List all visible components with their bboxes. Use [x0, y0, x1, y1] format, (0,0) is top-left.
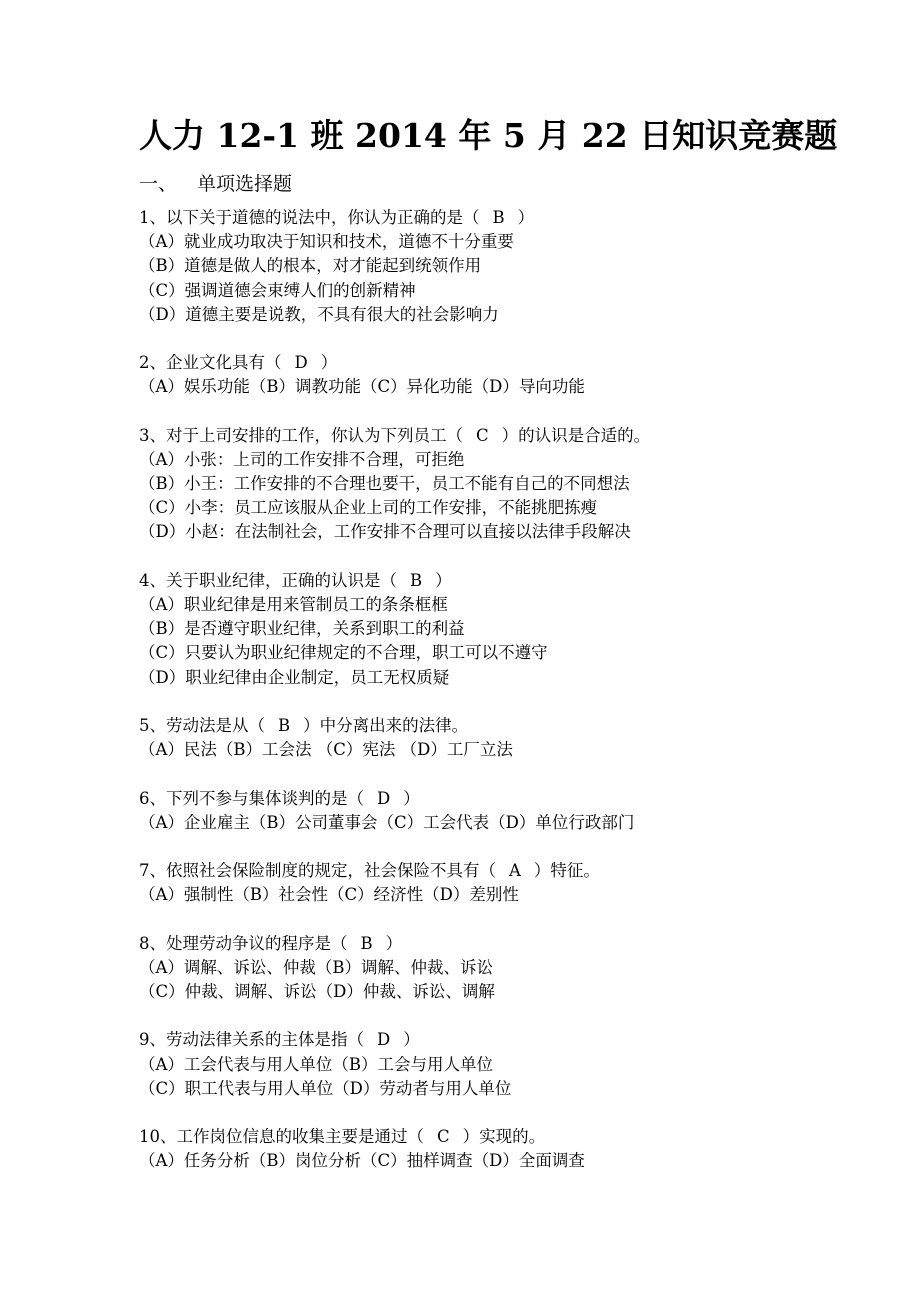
answer-option-line: （A）小张：上司的工作安排不合理，可拒绝: [139, 449, 465, 469]
question-item: [139, 1125, 839, 1173]
question-answer: B: [492, 208, 505, 227]
section-label: 单项选择题: [197, 173, 293, 195]
question-text: 3、对于上司安排的工作，你认为下列员工（: [139, 425, 463, 445]
answer-option-line: （B）是否遵守职业纪律，关系到职工的利益: [139, 619, 465, 639]
question-text: 4、关于职业纪律，正确的认识是（: [139, 570, 397, 590]
section-number: 一、: [139, 173, 178, 195]
question-stem: [139, 787, 839, 811]
question-text-after: ）: [403, 1030, 420, 1050]
question-text: 5、劳动法是从（: [139, 715, 265, 735]
answer-option-line: （A）工会代表与用人单位（B）工会与用人单位: [139, 1054, 494, 1074]
answer-option-line: （D）职业纪律由企业制定，员工无权质疑: [139, 667, 450, 687]
answer-option-line: （D）小赵：在法制社会，工作安排不合理可以直接以法律手段解决: [139, 522, 631, 542]
question-text-after: ）: [320, 353, 338, 373]
question-stem: [139, 351, 839, 375]
question-answer: B: [278, 715, 291, 735]
question-answer: D: [377, 788, 391, 808]
question-answer: B: [410, 570, 423, 590]
question-text-after: ）: [385, 933, 403, 953]
question-stem: [139, 1125, 839, 1149]
answer-option-line: （A）调解、诉讼、仲裁（B）调解、仲裁、诉讼: [139, 957, 494, 977]
question-text-after: ）: [517, 208, 535, 227]
question-text-after: ）实现的。: [462, 1127, 546, 1147]
answer-option-line: （C）强调道德会束缚人们的创新精神: [139, 280, 416, 300]
question-answer: D: [294, 353, 308, 373]
answer-option-line: （B）小王：工作安排的不合理也要干，员工不能有自己的不同想法: [139, 474, 630, 494]
question-answer: A: [509, 861, 521, 881]
question-item: [139, 351, 839, 399]
question-stem: [139, 859, 839, 883]
question-text: 2、企业文化具有（: [139, 353, 282, 373]
question-text-after: ）的认识是合适的。: [501, 425, 651, 445]
answer-option-line: （A）就业成功取决于知识和技术，道德不十分重要: [139, 232, 514, 252]
answer-option-line: （A）职业纪律是用来管制员工的条条框框: [139, 595, 448, 614]
question-list: [139, 206, 839, 1198]
answer-option-line: （A）强制性（B）社会性（C）经济性（D）差别性: [139, 885, 519, 905]
question-item: [139, 714, 839, 762]
question-answer: D: [377, 1030, 391, 1050]
answer-option-line: （A）民法（B）工会法 （C）宪法 （D）工厂立法: [139, 740, 513, 760]
answer-option-line: （B）道德是做人的根本，对才能起到统领作用: [139, 256, 482, 276]
question-text: 10、工作岗位信息的收集主要是通过（: [139, 1127, 424, 1147]
question-text-after: ）中分离出来的法律。: [303, 715, 469, 735]
question-item: [139, 787, 839, 835]
question-stem: [139, 424, 839, 448]
question-item: [139, 1028, 839, 1101]
answer-option-line: （C）只要认为职业纪律规定的不合理，职工可以不遵守: [139, 643, 548, 663]
question-answer: B: [360, 933, 373, 953]
answer-option-line: （D）道德主要是说教，不具有很大的社会影响力: [139, 304, 499, 324]
question-text: 1、以下关于道德的说法中，你认为正确的是（: [139, 208, 480, 227]
question-item: [139, 206, 839, 327]
answer-option-line: （C）仲裁、调解、诉讼（D）仲裁、诉讼、调解: [139, 982, 495, 1001]
question-stem: [139, 206, 839, 230]
answer-option-line: （A）娱乐功能（B）调教功能（C）异化功能（D）导向功能: [139, 377, 585, 397]
question-item: [139, 859, 839, 907]
question-stem: [139, 714, 839, 738]
section-heading: [139, 170, 292, 198]
question-text: 9、劳动法律关系的主体是指（: [139, 1030, 364, 1050]
answer-option-line: （C）小李：员工应该服从企业上司的工作安排，不能挑肥拣瘦: [139, 498, 598, 518]
question-text-after: ）: [435, 570, 452, 590]
question-text: 6、下列不参与集体谈判的是（: [139, 788, 364, 808]
question-text-after: ）特征。: [533, 861, 600, 881]
question-text-after: ）: [403, 788, 420, 808]
question-stem: [139, 1028, 839, 1052]
question-item: [139, 932, 839, 1005]
question-item: [139, 424, 839, 545]
question-stem: [139, 932, 839, 956]
question-answer: C: [437, 1127, 450, 1147]
answer-option-line: （A）企业雇主（B）公司董事会（C）工会代表（D）单位行政部门: [139, 812, 635, 832]
question-stem: [139, 569, 839, 593]
question-text: 7、依照社会保险制度的规定，社会保险不具有（: [139, 861, 496, 881]
question-text: 8、处理劳动争议的程序是（: [139, 933, 348, 953]
answer-option-line: （A）任务分析（B）岗位分析（C）抽样调查（D）全面调查: [139, 1151, 585, 1171]
answer-option-line: （C）职工代表与用人单位（D）劳动者与用人单位: [139, 1078, 512, 1098]
question-item: [139, 569, 839, 690]
page-title: 人力 12-1 班 2014 年 5 月 22 日知识竞赛题: [139, 116, 838, 155]
question-answer: C: [476, 425, 489, 445]
